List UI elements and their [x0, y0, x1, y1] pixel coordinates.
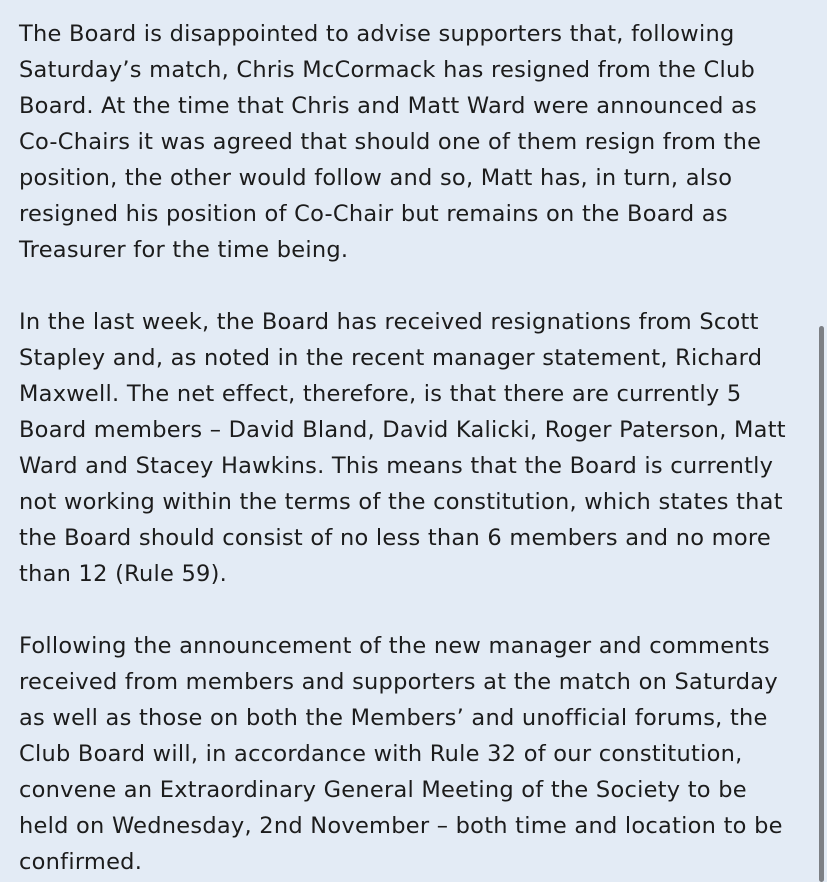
text-line: held on Wednesday, 2nd November – both time and location to be	[19, 813, 783, 839]
text-line: In the last week, the Board has received resignations from Scott	[19, 309, 759, 335]
text-line: Board. At the time that Chris and Matt Ward were announced as	[19, 93, 758, 119]
text-line: than 12 (Rule 59).	[19, 561, 228, 587]
text-line: Stapley and, as noted in the recent manager statement, Richard	[19, 345, 763, 371]
text-line: Board members – David Bland, David Kalicki, Roger Paterson, Matt	[19, 417, 786, 443]
text-line: Treasurer for the time being.	[19, 237, 349, 263]
text-line: Co-Chairs it was agreed that should one of them resign from the	[19, 129, 762, 155]
text-line: position, the other would follow and so, Matt has, in turn, also	[19, 165, 733, 191]
text-line: Maxwell. The net effect, therefore, is that there are currently 5	[19, 381, 742, 407]
paragraph-board-members	[19, 304, 814, 592]
text-line: received from members and supporters at the match on Saturday	[19, 669, 778, 695]
paragraph-resignations-cochairs	[19, 16, 814, 268]
text-line: Following the announcement of the new manager and comments	[19, 633, 770, 659]
vertical-scrollbar[interactable]	[819, 326, 824, 882]
text-line: not working within the terms of the constitution, which states that	[19, 489, 783, 515]
text-line: the Board should consist of no less than 6 members and no more	[19, 525, 771, 551]
text-line: as well as those on both the Members’ and unofficial forums, the	[19, 705, 768, 731]
text-line: convene an Extraordinary General Meeting of the Society to be	[19, 777, 747, 803]
text-line: The Board is disappointed to advise supporters that, following	[19, 21, 735, 47]
text-line: confirmed.	[19, 849, 143, 875]
paragraph-egm-announcement	[19, 628, 814, 880]
text-line: Saturday’s match, Chris McCormack has resigned from the Club	[19, 57, 756, 83]
text-line: Club Board will, in accordance with Rule 32 of our constitution,	[19, 741, 743, 767]
text-line: Ward and Stacey Hawkins. This means that the Board is currently	[19, 453, 774, 479]
text-line: resigned his position of Co-Chair but remains on the Board as	[19, 201, 728, 227]
statement-body	[19, 16, 814, 880]
